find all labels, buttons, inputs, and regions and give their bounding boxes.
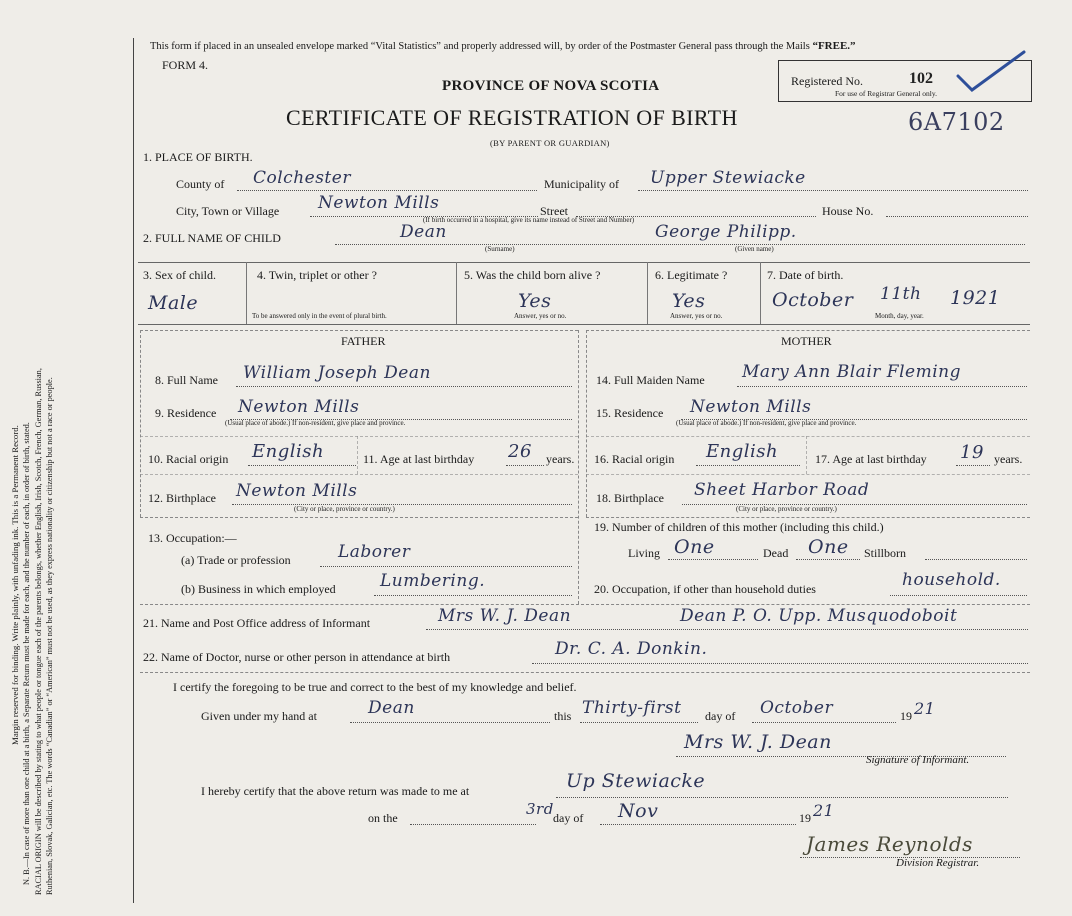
cert-statement: I certify the foregoing to be true and correct to the best of my knowledge and belief. [173,680,577,694]
left-border [133,38,134,903]
mother-name-value: Mary Ann Blair Fleming [742,362,961,382]
cert-month-value: October [760,698,834,718]
this-label: this [554,709,572,723]
section-divider-21 [140,604,1030,605]
registrar-statement: I hereby certify that the above return was made to me at [201,784,470,798]
center-dashed-divider [578,330,579,604]
twin-label: 4. Twin, triplet or other ? [257,268,377,282]
date-year: 1921 [950,287,1001,309]
stillborn-underline [925,559,1027,560]
given-place-underline [350,722,550,723]
handwritten-number: 6A7102 [908,108,1005,136]
mother-age-underline [956,465,990,466]
father-racial-label: 10. Racial origin [148,452,229,466]
date-label: 7. Date of birth. [767,268,844,282]
given-place: Dean [368,698,415,718]
mother-panel-left [586,330,587,517]
sex-label: 3. Sex of child. [143,268,216,282]
twin-note: To be answered only in the event of plural birth. [252,312,387,320]
registrar-place-underline [556,797,1008,798]
father-racial-bottom-dash [140,474,578,475]
mother-name-underline [737,386,1027,387]
mail-notice-free: “FREE.” [812,40,856,52]
father-name-label: 8. Full Name [155,373,218,387]
informant-signature-label: Signature of Informant. [866,754,970,766]
alive-value: Yes [518,290,552,312]
registrar-year-prefix: 19 [799,811,811,825]
father-panel-left [140,330,141,517]
business-underline [374,595,572,596]
father-name-value: William Joseph Dean [243,363,431,383]
mother-racial-divider [806,436,807,474]
registrar-month-underline [600,824,796,825]
mother-racial-bottom-dash [586,474,1030,475]
mother-occupation-label: 20. Occupation, if other than household duties [594,582,816,596]
mother-birthplace-label: 18. Birthplace [596,491,664,505]
mother-racial-value: English [706,441,779,462]
father-racial-top-dash [140,436,578,437]
child-surname: Dean [400,222,447,242]
registrar-signature-label: Division Registrar. [896,857,980,869]
mother-birthplace-underline [682,504,1027,505]
father-name-underline [236,386,572,387]
mother-racial-label: 16. Racial origin [594,452,675,466]
mother-age-label: 17. Age at last birthday [815,452,927,466]
occupation-label: 13. Occupation:— [148,531,237,545]
dead-label: Dead [763,546,789,560]
given-name-note: (Given name) [735,245,774,253]
margin-line-3: RACIAL ORIGIN will be described by stating to what people or tongue each of the parents belongs, whether English, Irish, Scotch, French, German, Russian, [33,368,43,895]
margin-line-4: Ruthenian, Slovak, Galician, etc. The words “Canadian” or “American” must not be used, as they express nationality or citizenship but not a race or people. [45,377,55,895]
mother-name-label: 14. Full Maiden Name [596,373,705,387]
mother-age-value: 19 [960,442,984,463]
cert-year-value: 21 [914,699,936,718]
margin-instructions [10,15,56,905]
informant-address: Dean P. O. Upp. Musquodoboit [680,606,958,626]
surname-note: (Surname) [485,245,515,253]
mother-racial-top-dash [586,436,1030,437]
informant-underline [426,629,1028,630]
doctor-underline [532,663,1028,664]
mother-panel-top [586,330,1030,331]
mother-racial-underline [696,465,800,466]
trade-value: Laborer [338,542,411,562]
business-label: (b) Business in which employed [181,582,336,596]
child-given-name: George Philipp. [655,222,797,242]
father-racial-value: English [252,441,325,462]
form-number: FORM 4. [162,58,209,72]
registrar-month-value: Nov [618,800,659,822]
mother-occupation-value: household. [902,570,1001,590]
father-heading: FATHER [341,334,386,348]
mother-residence-value: Newton Mills [690,397,812,417]
father-age-underline [506,465,544,466]
living-underline [668,559,758,560]
mother-abode-note: (Usual place of abode.) If non-resident, give place and province. [676,419,857,427]
father-residence-label: 9. Residence [155,406,217,420]
mother-birthplace-value: Sheet Harbor Road [694,480,870,500]
hospital-note: (If birth occurred in a hospital, give its name instead of Street and Number) [423,216,635,224]
cert-day-underline [580,722,698,723]
date-month: October [772,289,854,311]
informant-signature: Mrs W. J. Dean [684,731,832,753]
registrar-year-value: 21 [813,801,835,820]
certificate-title: CERTIFICATE OF REGISTRATION OF BIRTH [286,105,738,130]
house-underline [886,216,1028,217]
dead-underline [796,559,860,560]
child-name-label: 2. FULL NAME OF CHILD [143,231,281,245]
trade-label: (a) Trade or profession [181,553,291,567]
cert-month-underline [752,722,896,723]
row3-top-line [138,262,1030,263]
date-note: Month, day, year. [875,312,924,320]
father-racial-divider [357,436,358,474]
sex-value: Male [148,292,199,314]
registrar-day-underline [410,824,536,825]
father-racial-underline [248,465,356,466]
cert-day-value: Thirty-first [582,698,682,718]
registrar-day-value: 3rd [526,800,554,818]
registered-number: 102 [909,70,933,87]
living-value: One [674,536,715,558]
row3-divider-4 [760,262,761,324]
mother-occupation-underline [890,595,1027,596]
informant-label: 21. Name and Post Office address of Informant [143,616,371,630]
alive-label: 5. Was the child born alive ? [464,268,601,282]
section-divider-cert [140,672,1030,673]
father-panel-top [140,330,578,331]
margin-line-1: Margin reserved for binding. Write plainly, with unfading ink. This is a Permanent Record. [10,425,20,745]
doctor-label: 22. Name of Doctor, nurse or other person in attendance at birth [143,650,451,664]
doctor-name: Dr. C. A. Donkin. [555,639,708,659]
given-under-label: Given under my hand at [201,709,317,723]
father-years-label: years. [546,452,575,466]
legit-label: 6. Legitimate ? [655,268,728,282]
legit-answer-note: Answer, yes or no. [670,312,723,320]
place-of-birth-heading: 1. PLACE OF BIRTH. [143,150,253,164]
mother-heading: MOTHER [781,334,832,348]
county-underline [237,190,537,191]
father-birthplace-value: Newton Mills [236,481,358,501]
informant-name: Mrs W. J. Dean [438,606,572,626]
father-birthplace-underline [232,504,572,505]
father-age-value: 26 [508,441,532,462]
city-label: City, Town or Village [176,204,280,218]
father-birthplace-note: (City or place, province or country.) [294,505,395,513]
row3-divider-3 [647,262,648,324]
cert-year-prefix: 19 [900,709,912,723]
municipality-label: Municipality of [544,177,619,191]
registrar-note: For use of Registrar General only. [835,89,937,98]
county-label: County of [176,177,225,191]
father-abode-note: (Usual place of abode.) If non-resident, give place and province. [225,419,406,427]
father-residence-value: Newton Mills [238,397,360,417]
business-value: Lumbering. [380,571,486,591]
stillborn-label: Stillborn [864,546,907,560]
alive-answer-note: Answer, yes or no. [514,312,567,320]
legit-value: Yes [672,290,706,312]
cert-day-of-label: day of [705,709,736,723]
row3-divider-2 [456,262,457,324]
mail-notice [150,40,856,52]
father-panel-bottom [140,517,578,518]
living-label: Living [628,546,660,560]
municipality-value: Upper Stewiacke [650,168,806,188]
child-name-underline [335,244,1025,245]
row3-bottom-line [138,324,1030,325]
mother-birthplace-note: (City or place, province or country.) [736,505,837,513]
certificate-subtitle: (BY PARENT OR GUARDIAN) [490,138,610,148]
county-value: Colchester [253,168,351,188]
city-value: Newton Mills [318,193,440,213]
mother-years-label: years. [994,452,1023,466]
registrar-signature: James Reynolds [806,832,973,856]
father-birthplace-label: 12. Birthplace [148,491,216,505]
registrar-place: Up Stewiacke [566,770,706,792]
registered-label: Registered No. [791,74,863,88]
province-title: PROVINCE OF NOVA SCOTIA [442,78,660,94]
date-day: 11th [880,284,922,304]
children-count-label: 19. Number of children of this mother (including this child.) [594,520,884,534]
mother-panel-bottom [586,517,1030,518]
father-age-label: 11. Age at last birthday [363,452,475,466]
municipality-underline [638,190,1028,191]
mail-notice-text: This form if placed in an unsealed envelope marked “Vital Statistics” and properly addressed will, by order of the Postmaster General pass through the Mails [150,41,810,52]
on-the-label: on the [368,811,398,825]
margin-line-2: N. B.—In case of more than one child at a birth, a Separate Return must be made for each, and the number of each, in order of birth, stated. [22,422,32,885]
dead-value: One [808,536,849,558]
checkmark-icon [950,48,1030,98]
street-label: Street [540,204,568,218]
row3-divider-1 [246,262,247,324]
mother-residence-label: 15. Residence [596,406,664,420]
trade-underline [320,566,572,567]
house-label: House No. [822,204,874,218]
registrar-day-of-label: day of [553,811,584,825]
